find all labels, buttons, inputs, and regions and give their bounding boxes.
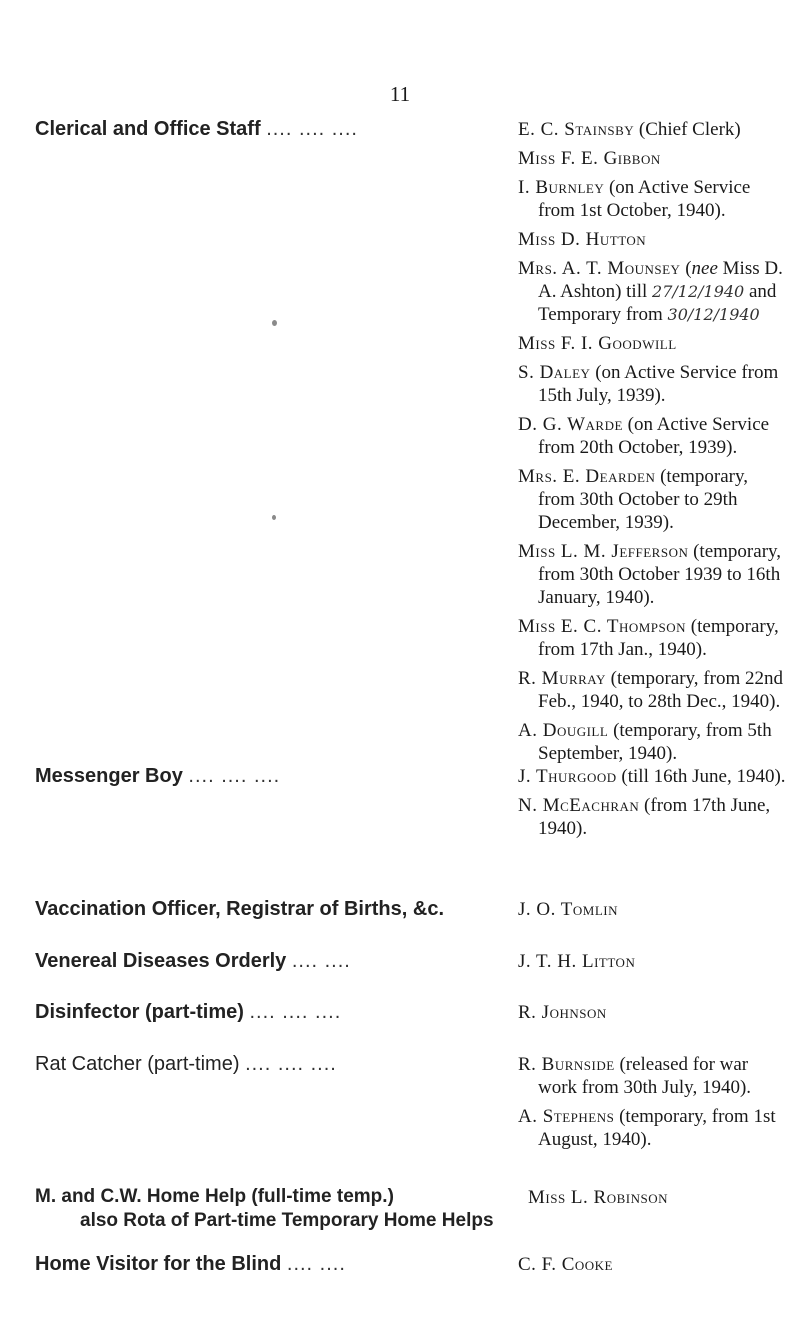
staff-entry: C. F. Cooke [518,1254,613,1275]
staff-entry: Miss L. Robinson [528,1187,668,1208]
staff-list [518,118,786,771]
dot-leader: .... .... [286,1253,346,1275]
staff-entry: Mrs. E. Dearden (temporary, from 30th October to 29th December, 1939). [518,466,749,533]
staff-entry: R. Johnson [518,1002,607,1023]
staff-entry: R. Burnside (released for war work from 30th July, 1940). [518,1054,752,1098]
staff-list [528,1186,796,1215]
role-title: Venereal Diseases Orderly [35,950,287,972]
staff-list [518,1053,786,1157]
staff-entry: N. McEachran (from 17th June, 1940). [518,795,771,839]
role-label [35,1001,341,1024]
dot-leader: .... .... .... [249,1001,342,1023]
staff-list [518,898,786,927]
staff-entry: E. C. Stainsby (Chief Clerk) [518,119,741,140]
staff-list [518,1253,786,1282]
dot-leader: .... .... .... [266,118,358,140]
staff-entry: Miss F. E. Gibbon [518,148,661,169]
staff-entry: R. Murray (temporary, from 22nd Feb., 1940, to 28th Dec., 1940). [518,668,783,712]
handwritten-date: 30/12/1940 [667,305,760,324]
staff-entry: I. Burnley (on Active Service from 1st October, 1940). [518,177,751,221]
dot-leader: .... .... .... [245,1053,337,1075]
role-label [35,765,280,788]
dot-leader: .... .... [291,950,351,972]
staff-entry: D. G. Warde (on Active Service from 20th October, 1939). [518,414,770,458]
handwritten-date: 27/12/1940 [652,282,745,301]
dot-leader: .... .... .... [188,765,281,787]
staff-entry: A. Dougill (temporary, from 5th September, 1940). [518,720,772,764]
page-number: 11 [389,82,411,106]
staff-entry: A. Stephens (temporary, from 1st August, 1940). [518,1106,776,1150]
staff-entry: J. T. H. Litton [518,951,636,972]
role-label [35,898,444,921]
role-title: Home Visitor for the Blind [35,1253,282,1275]
role-title: Disinfector (part-time) [35,1001,244,1023]
staff-entry: Miss D. Hutton [518,229,647,250]
staff-entry: Mrs. A. T. Mounsey (nee Miss D. A. Ashton) till 27/12/1940 and Temporary from 30/12/1940 [518,258,783,325]
role-title: Messenger Boy [35,765,183,787]
staff-entry: S. Daley (on Active Service from 15th July, 1939). [518,362,779,406]
role-label [35,950,351,973]
staff-entry: Miss E. C. Thompson (temporary, from 17th Jan., 1940). [518,616,779,660]
role-title: Vaccination Officer, Registrar of Births, &c. [35,898,445,920]
role-title: Rat Catcher (part-time) [35,1053,240,1075]
role-label [35,1253,346,1276]
paper-speck [272,320,277,326]
staff-entry: J. O. Tomlin [518,899,618,920]
staff-entry: Miss F. I. Goodwill [518,333,677,354]
role-title: Clerical and Office Staff [35,118,261,140]
paper-speck [272,515,276,520]
staff-list [518,765,786,846]
staff-entry: J. Thurgood (till 16th June, 1940). [518,766,786,787]
role-title: M. and C.W. Home Help (full-time temp.) [35,1186,394,1207]
role-label [35,1053,337,1076]
role-subtitle: also Rota of Part-time Temporary Home Helps [80,1210,494,1231]
staff-list [518,950,786,979]
role-label [35,118,358,141]
staff-list [518,1001,786,1030]
staff-entry: Miss L. M. Jefferson (temporary, from 30th October 1939 to 16th January, 1940). [518,541,782,608]
